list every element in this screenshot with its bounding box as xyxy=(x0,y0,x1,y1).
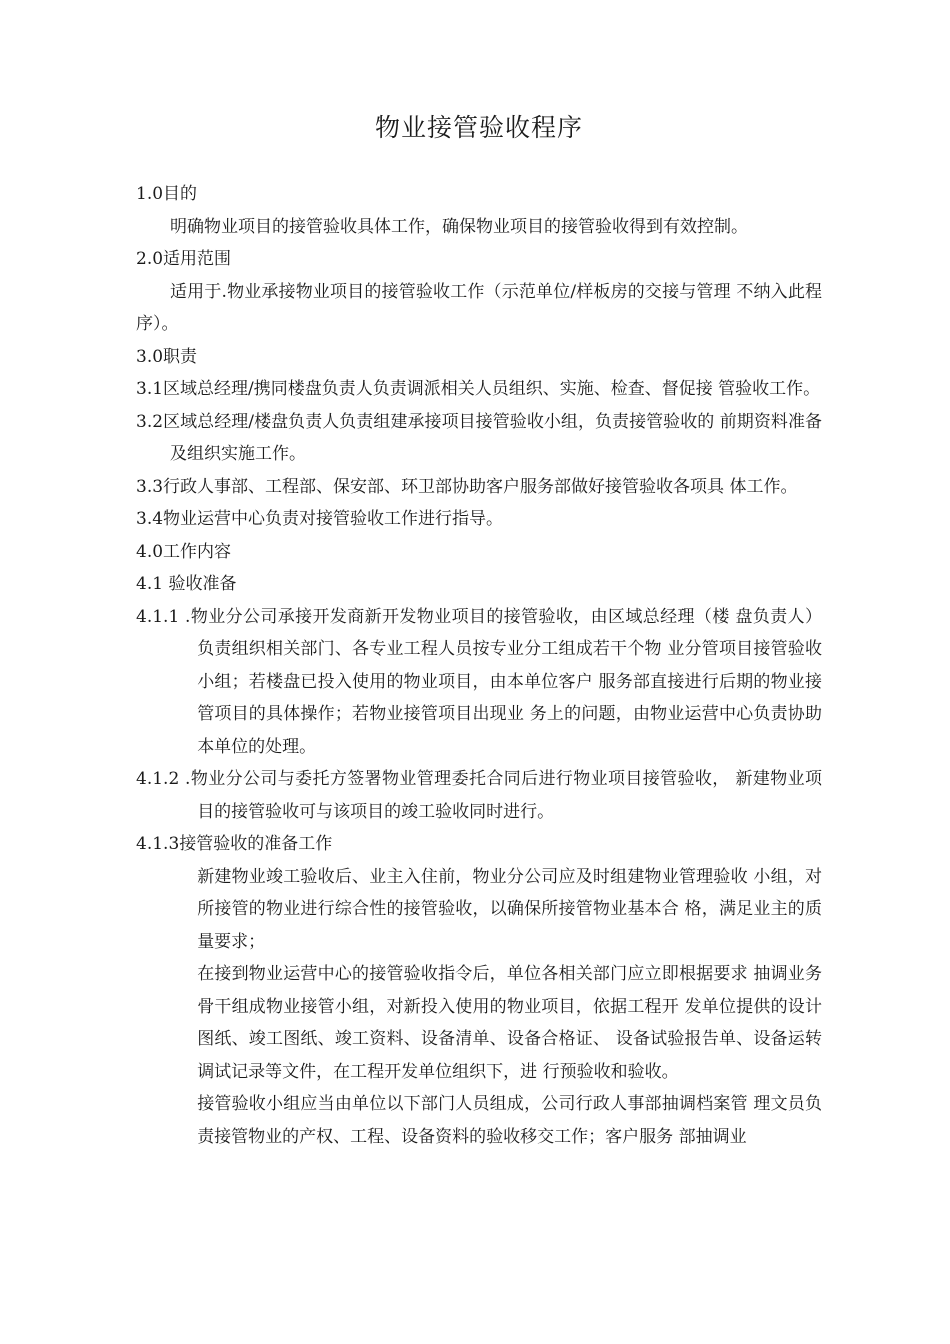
section-3-4: 3.4物业运营中心负责对接管验收工作进行指导。 xyxy=(136,509,504,529)
section-2-heading: 2.0适用范围 xyxy=(136,249,232,269)
section-4-1-3-heading: 4.1.3接管验收的准备工作 xyxy=(136,834,333,854)
document-title: 物业接管验收程序 xyxy=(374,113,583,142)
section-2-body: 适用于.物业承接物业项目的接管验收工作（示范单位/样板房的交接与管理 不纳入此程序）。 xyxy=(136,281,822,334)
section-4-1-2: 4.1.2 .物业分公司与委托方签署物业管理委托合同后进行物业项目接管验收， 新建物业项目的接管验收可与该项目的竣工验收同时进行。 xyxy=(136,769,822,822)
section-4-1-3-paragraph-2: 在接到物业运营中心的接管验收指令后，单位各相关部门应立即根据要求 抽调业务骨干组成物业接管小组，对新投入使用的物业项目，依据工程开 发单位提供的设计图纸、竣工图纸、竣工资料、设备清单、设备合格证、 设备试验报告单、设备运转调试记录等文件，在工程开发单位组织下，进 行预验收和验收。 xyxy=(197,964,822,1082)
section-4-1-heading: 4.1 验收准备 xyxy=(136,574,237,594)
section-4-1-1: 4.1.1 .物业分公司承接开发商新开发物业项目的接管验收，由区域总经理（楼 盘负责人）负责组织相关部门、各专业工程人员按专业分工组成若干个物 业分管项目接管验收小组；若楼盘已投入使用的物业项目，由本单位客户 服务部直接进行后期的物业接管项目的具体操作；若物业接管项目出现业 务上的问题，由物业运营中心负责协助本单位的处理。 xyxy=(136,606,822,757)
section-4-heading: 4.0工作内容 xyxy=(136,541,232,562)
section-1-body: 明确物业项目的接管验收具体工作，确保物业项目的接管验收得到有效控制。 xyxy=(170,216,748,237)
section-3-heading: 3.0职责 xyxy=(136,346,198,367)
section-4-1-3-paragraph-1: 新建物业竣工验收后、业主入住前，物业分公司应及时组建物业管理验收 小组，对所接管的物业进行综合性的接管验收，以确保所接管物业基本合 格，满足业主的质量要求； xyxy=(197,866,822,952)
section-4-1-3-paragraph-3: 接管验收小组应当由单位以下部门人员组成，公司行政人事部抽调档案管 理文员负责接管物业的产权、工程、设备资料的验收移交工作；客户服务 部抽调业 xyxy=(197,1094,822,1147)
section-3-1: 3.1区域总经理/携同楼盘负责人负责调派相关人员组织、实施、检查、督促接 管验收工作。 xyxy=(136,379,821,399)
section-3-2: 3.2区域总经理/楼盘负责人负责组建承接项目接管验收小组，负责接管验收的 前期资料准备及组织实施工作。 xyxy=(136,411,822,464)
section-1-heading: 1.0目的 xyxy=(136,184,198,204)
section-3-3: 3.3行政人事部、工程部、保安部、环卫部协助客户服务部做好接管验收各项具 体工作。 xyxy=(136,476,798,497)
